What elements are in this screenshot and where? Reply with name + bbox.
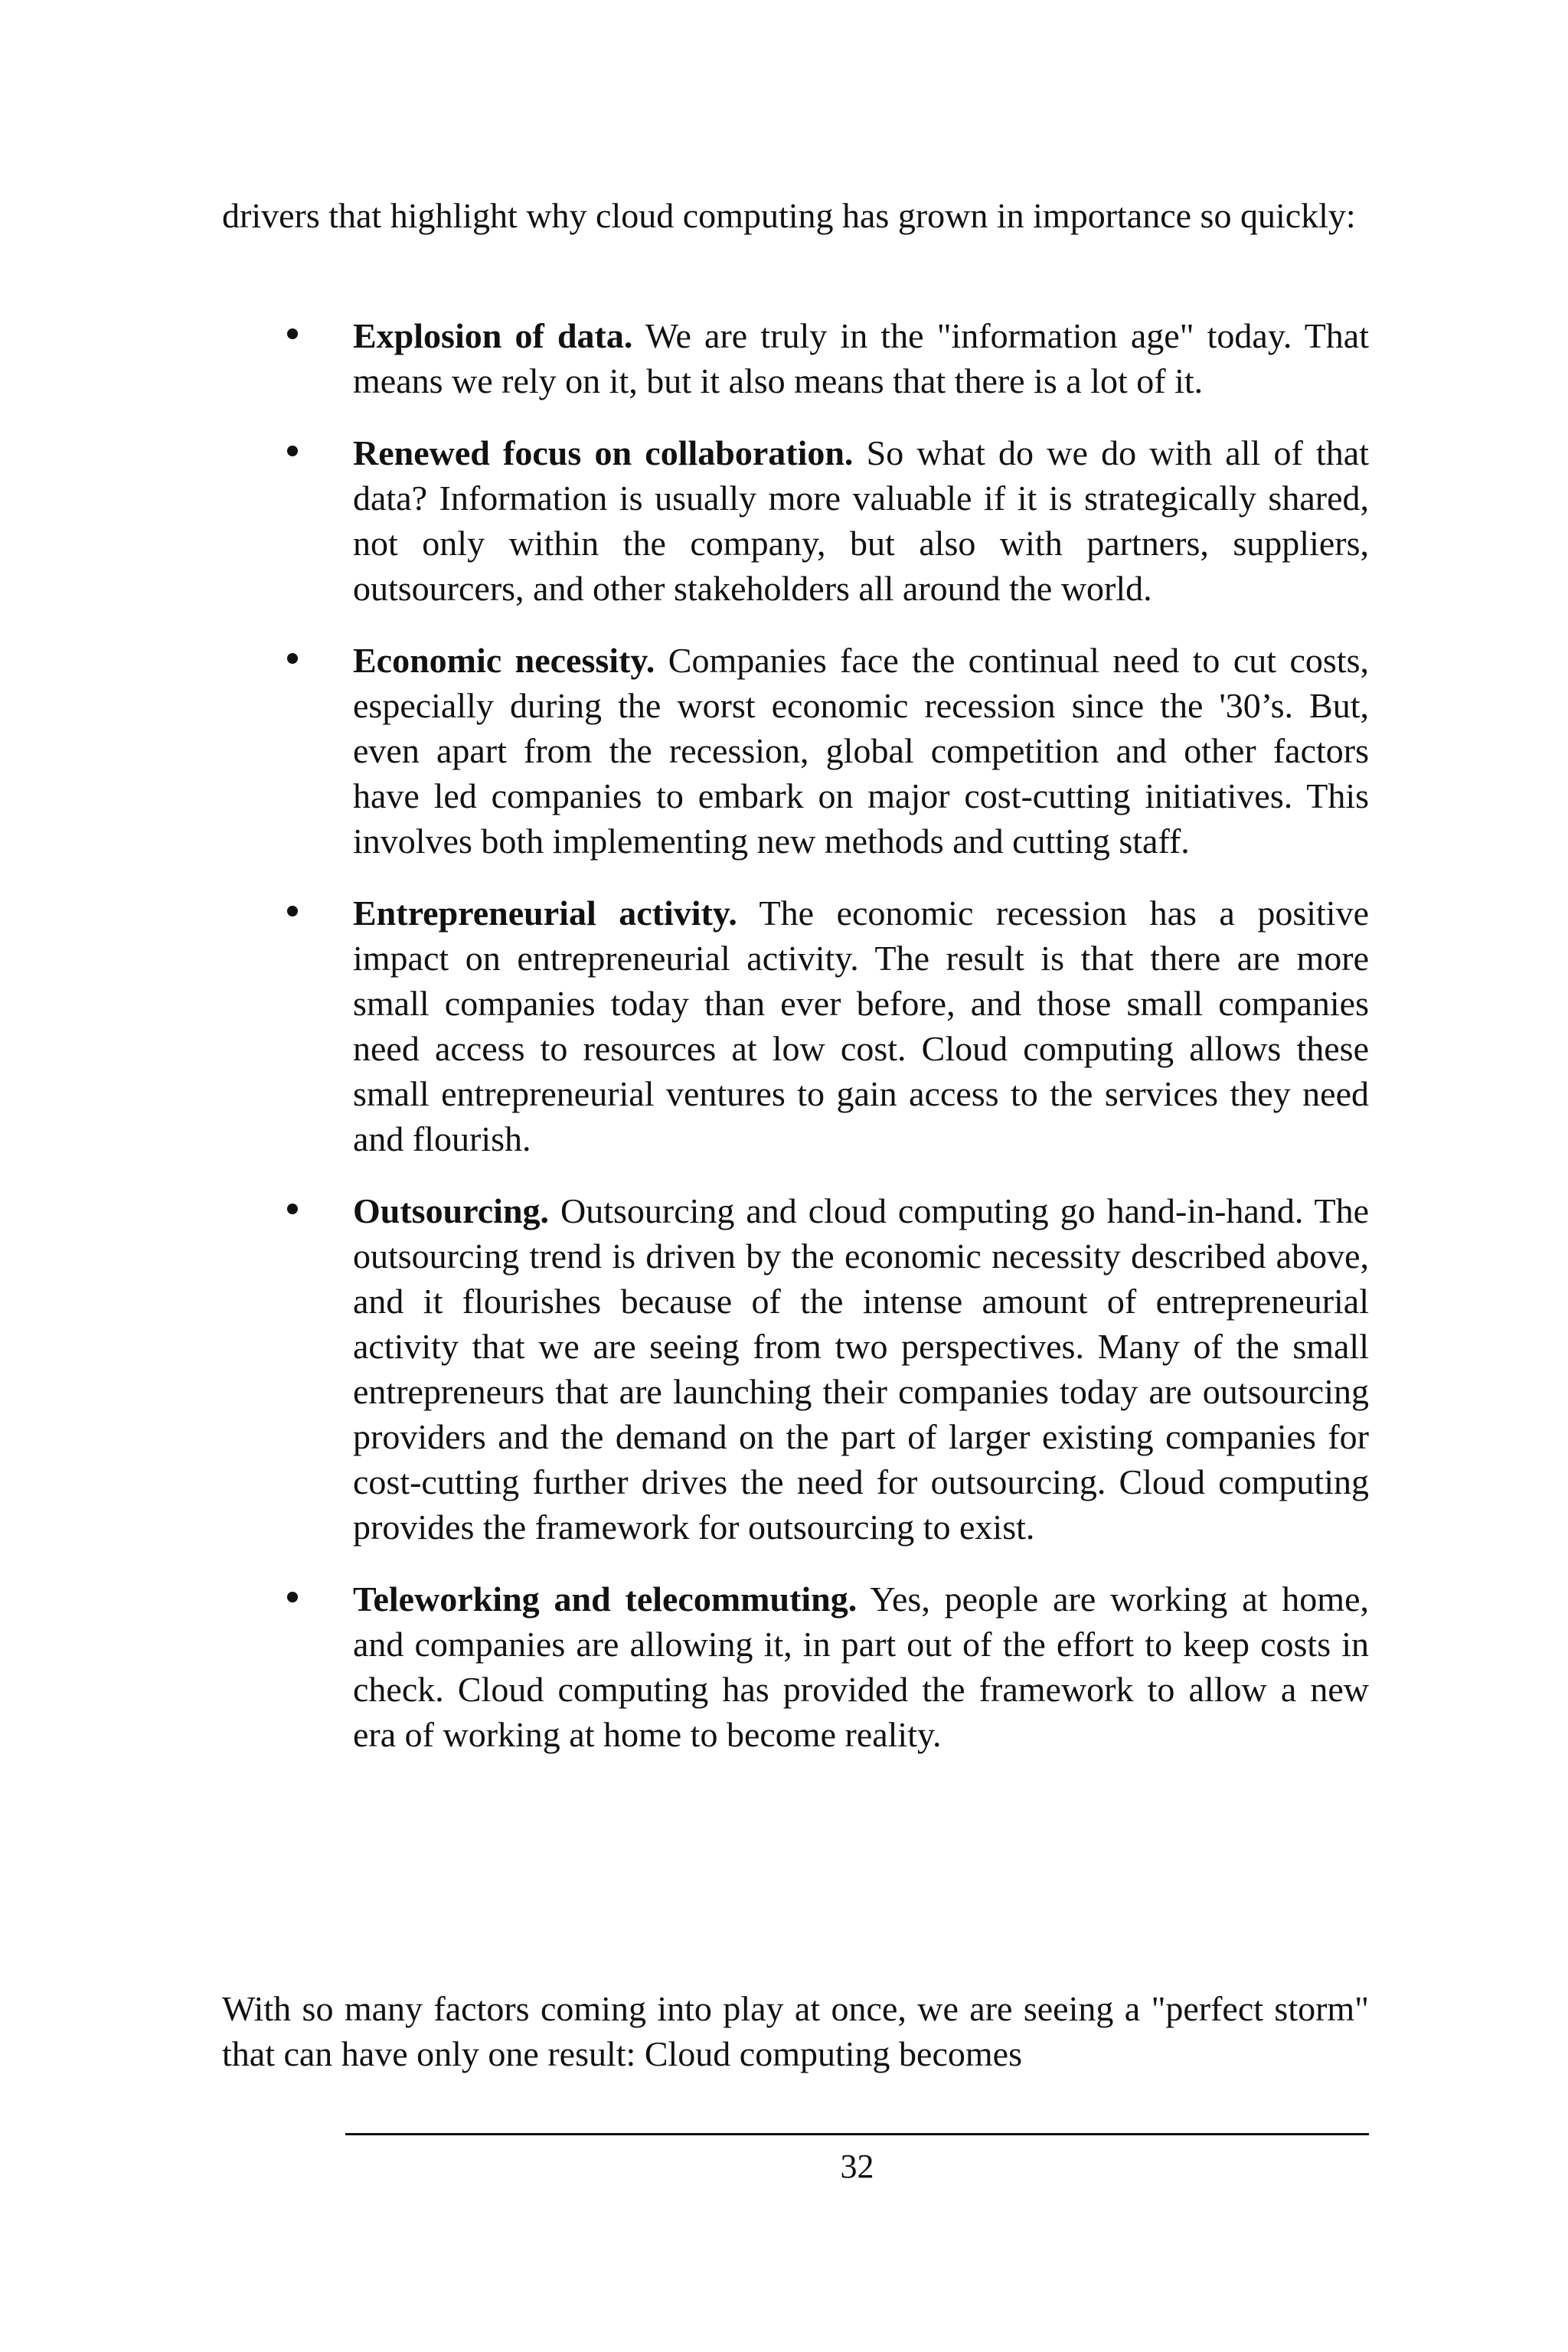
list-item-body: The economic recession has a positive impact on entrepreneurial activity. The result is that there are more small companies today than ever before, and those small companies need access to resources at low cost. Cloud computing allows these small entrepreneurial ventures to gain access to the services they need and flourish. — [353, 893, 1370, 1158]
bullet-icon — [287, 328, 298, 339]
list-item-body: So what do we do with all of that data? Information is usually more valuable if it is strategically shared, not only within the company, but also with partners, suppliers, outsourcers, and other stakeholders all around the world. — [353, 433, 1369, 608]
intro-paragraph: drivers that highlight why cloud computing has grown in importance so quickly: — [222, 196, 1356, 235]
drivers-list — [222, 313, 1369, 1784]
list-item-outsourcing — [222, 1188, 1369, 1550]
list-item-title: Teleworking and telecommuting. — [353, 1579, 858, 1619]
bullet-icon — [287, 446, 298, 456]
bullet-icon — [287, 1592, 298, 1602]
bullet-icon — [287, 1204, 298, 1214]
list-item-body: Companies face the continual need to cut costs, especially during the worst economic recession since the '30’s. But, even apart from the recession, global competition and other factors have led companies to embark on major cost-cutting initiatives. This involves both implementing new methods and cutting staff. — [353, 641, 1369, 861]
list-item-body: Outsourcing and cloud computing go hand-in-hand. The outsourcing trend is driven by the economic necessity described above, and it flourishes because of the intense amount of entrepreneurial activity that we are seeing from two perspectives. Many of the small entrepreneurs that are launching their companies today are outsourcing providers and the demand on the part of larger existing companies for cost-cutting further drives the need for outsourcing. Cloud computing provides the framework for outsourcing to exist. — [353, 1191, 1369, 1547]
bullet-icon — [287, 653, 298, 664]
list-item-title: Explosion of data. — [353, 316, 633, 355]
page-number: 32 — [840, 2148, 874, 2185]
list-item-title: Economic necessity. — [353, 641, 655, 680]
list-item-body: Yes, people are working at home, and companies are allowing it, in part out of the effort to keep costs in check. Cloud computing has provided the framework to allow a new era of working at home to become reality. — [353, 1579, 1369, 1754]
closing-paragraph: With so many factors coming into play at once, we are seeing a "perfect storm" that can have only one result: Cloud computing becomes — [222, 1989, 1369, 2073]
list-item-renewed-focus — [222, 430, 1369, 611]
list-item-body: We are truly in the "information age" today. That means we rely on it, but it also means that there is a lot of it. — [353, 316, 1369, 400]
list-item-title: Outsourcing. — [353, 1191, 550, 1230]
list-item-title: Entrepreneurial activity. — [353, 893, 737, 933]
bullet-icon — [287, 906, 298, 916]
footer-divider — [345, 2133, 1369, 2135]
list-item-explosion-of-data — [222, 313, 1369, 403]
list-item-entrepreneurial-activity — [222, 890, 1369, 1161]
list-item-teleworking — [222, 1576, 1369, 1757]
list-item-title: Renewed focus on collaboration. — [353, 433, 854, 472]
list-item-economic-necessity — [222, 638, 1369, 864]
